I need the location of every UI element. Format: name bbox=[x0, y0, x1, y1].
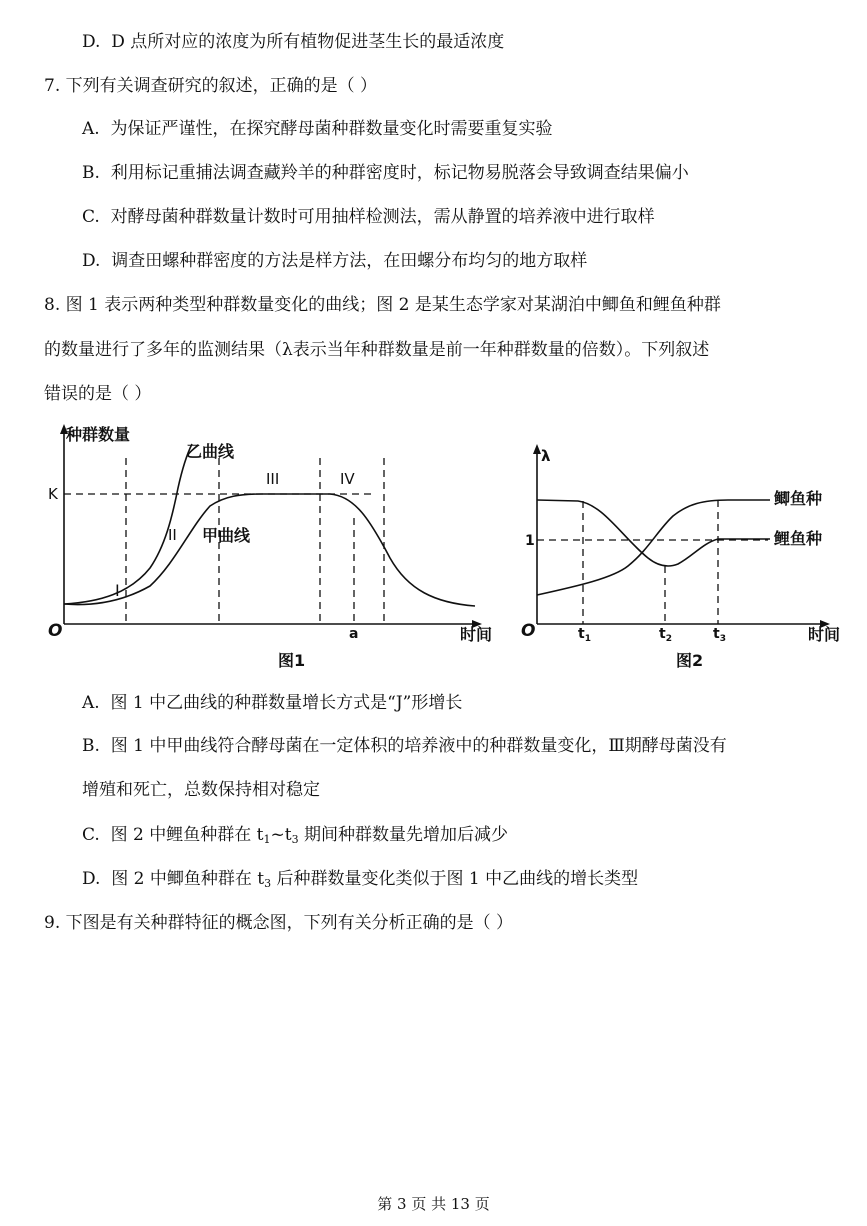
option-text: 图 2 中鲤鱼种群在 $t_1\sim t_3$ 期间种群数量先增加后减少 bbox=[110, 825, 508, 846]
option-text: 图 2 中鲫鱼种群在 $t_3$ 后种群数量变化类似于图 1 中乙曲线的增长类型 bbox=[111, 869, 639, 890]
fig2-t2-label: $t_2$ bbox=[659, 626, 672, 644]
q8-option-c bbox=[82, 824, 508, 851]
option-text: D 点所对应的浓度为所有植物促进茎生长的最适浓度 bbox=[111, 32, 505, 52]
fig1-curve-yi-label: 乙曲线 bbox=[186, 442, 235, 461]
fig2-caption: 图2 bbox=[676, 651, 704, 670]
q9-stem: 9. 下图是有关种群特征的概念图，下列有关分析正确的是（ ） bbox=[44, 913, 514, 933]
figure-1 bbox=[40, 418, 510, 670]
option-letter: C. bbox=[82, 207, 100, 227]
option-letter: D. bbox=[82, 251, 101, 271]
fig2-series-liyu-label: 鲤鱼种 bbox=[774, 529, 823, 548]
fig2-curve-jiyu bbox=[537, 500, 770, 566]
q7-option-b bbox=[82, 162, 689, 184]
fig2-x-label: 时间 bbox=[808, 625, 841, 644]
fig2-t3-label: $t_3$ bbox=[713, 626, 726, 644]
option-text: 图 1 中乙曲线的种群数量增长方式是“J”形增长 bbox=[110, 693, 463, 713]
q8-option-b-continued: 增殖和死亡，总数保持相对稳定 bbox=[82, 780, 320, 800]
fig2-origin: O bbox=[521, 621, 536, 641]
fig2-series-jiyu-label: 鲫鱼种 bbox=[774, 489, 823, 508]
q8-option-d bbox=[82, 868, 638, 895]
q8-stem-line3: 错误的是（ ） bbox=[44, 384, 152, 404]
fig1-phase-4: IV bbox=[340, 470, 355, 488]
option-text: 利用标记重捕法调查藏羚羊的种群密度时，标记物易脱落会导致调查结果偏小 bbox=[110, 163, 689, 183]
fig1-phase-2: II bbox=[168, 526, 177, 544]
fig2-y-arrow-icon bbox=[533, 444, 541, 454]
option-letter: A. bbox=[82, 119, 100, 139]
option-text: 调查田螺种群密度的方法是样方法，在田螺分布均匀的地方取样 bbox=[111, 251, 588, 271]
fig1-k-label: K bbox=[48, 485, 58, 503]
q8-option-b bbox=[82, 735, 727, 757]
q7-option-d bbox=[82, 250, 587, 272]
option-letter: C. bbox=[82, 825, 100, 845]
fig1-curve-jia-label: 甲曲线 bbox=[202, 526, 251, 545]
option-text: 对酵母菌种群数量计数时可用抽样检测法，需从静置的培养液中进行取样 bbox=[110, 207, 655, 227]
option-letter: D. bbox=[82, 32, 101, 52]
q8-option-a bbox=[82, 692, 462, 714]
fig1-x-label: 时间 bbox=[460, 625, 493, 644]
fig2-t1-label: $t_1$ bbox=[578, 626, 591, 644]
figure-2 bbox=[518, 438, 848, 670]
option-letter: B. bbox=[82, 736, 100, 756]
fig2-y-label: λ bbox=[541, 447, 551, 465]
q6-option-d bbox=[82, 31, 504, 53]
q8-stem-line2: 的数量进行了多年的监测结果（λ表示当年种群数量是前一年种群数量的倍数）。下列叙述 bbox=[44, 340, 710, 360]
fig1-point-a: a bbox=[349, 626, 359, 642]
fig2-curve-liyu bbox=[537, 500, 770, 595]
fig1-y-label: 种群数量 bbox=[66, 425, 131, 444]
fig1-origin: O bbox=[48, 621, 63, 641]
option-letter: B. bbox=[82, 163, 100, 183]
page-footer: 第 3 页 共 13 页 bbox=[377, 1195, 490, 1213]
option-text: 为保证严谨性，在探究酵母菌种群数量变化时需要重复实验 bbox=[110, 119, 553, 139]
fig1-phase-3: III bbox=[266, 470, 280, 488]
q8-stem-line1: 8. 图 1 表示两种类型种群数量变化的曲线；图 2 是某生态学家对某湖泊中鲫鱼和鲤鱼种群 bbox=[44, 295, 721, 315]
q7-option-a bbox=[82, 118, 553, 140]
option-text: 图 1 中甲曲线符合酵母菌在一定体积的培养液中的种群数量变化，Ⅲ期酵母菌没有 bbox=[110, 736, 727, 756]
fig1-curve-yi bbox=[64, 444, 192, 604]
fig1-phase-1: I bbox=[115, 581, 120, 600]
q7-option-c bbox=[82, 206, 655, 228]
option-letter: D. bbox=[82, 869, 101, 889]
q7-stem: 7. 下列有关调查研究的叙述，正确的是（ ） bbox=[44, 76, 378, 96]
option-letter: A. bbox=[82, 693, 100, 713]
fig1-caption: 图1 bbox=[278, 651, 306, 670]
fig2-one-label: 1 bbox=[525, 533, 535, 549]
